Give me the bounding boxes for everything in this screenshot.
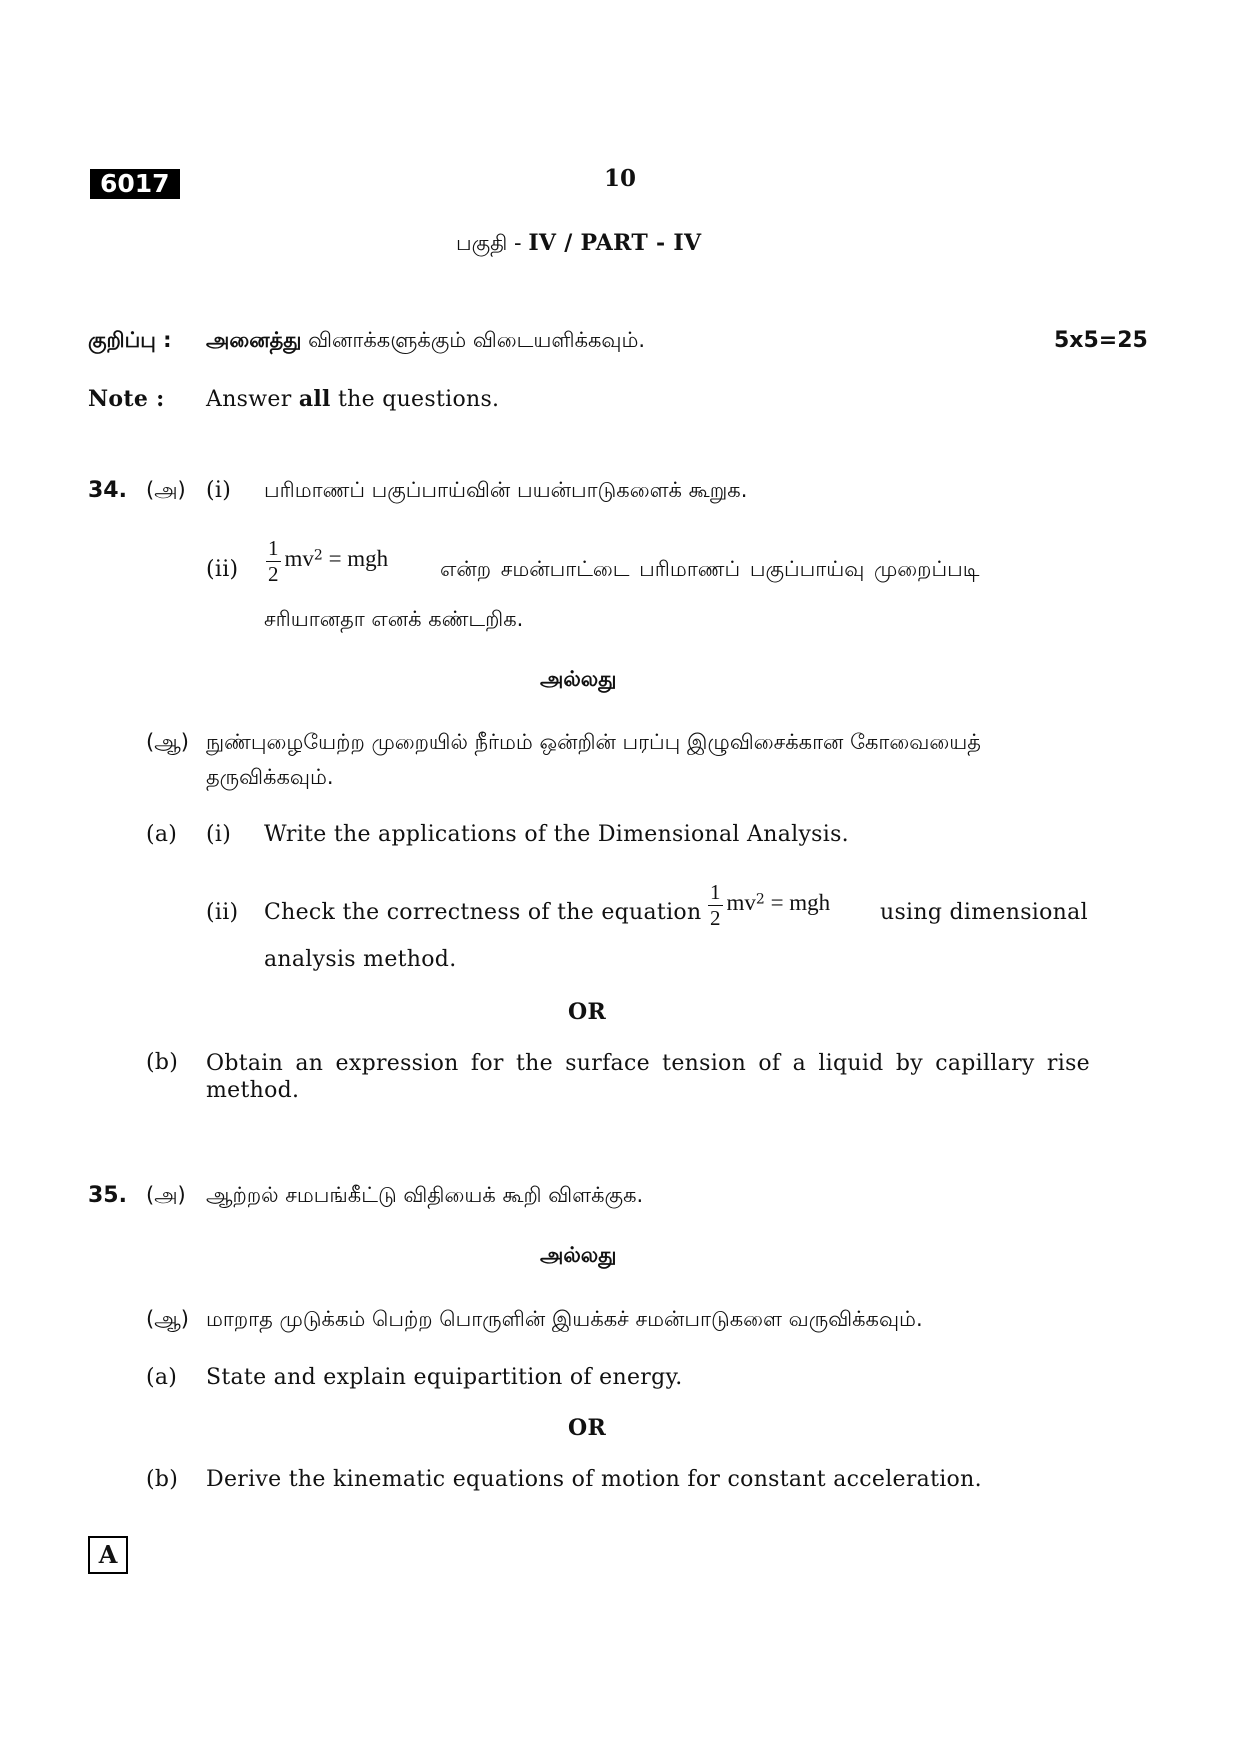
- equation-fraction: [708, 882, 723, 929]
- equation-exponent: 2: [313, 547, 323, 564]
- q34-ta-i-label: (i): [206, 478, 232, 503]
- q35-or-tamil: அல்லது: [540, 1243, 617, 1267]
- q35-ta-aa-label: (ஆ): [146, 1307, 189, 1331]
- q34-en-i-text: Write the applications of the Dimensional Analysis.: [264, 822, 849, 847]
- fraction-numerator: 1: [710, 880, 721, 904]
- q34-or-english: OR: [568, 999, 607, 1025]
- q35-ta-aa-text: மாறாத முடுக்கம் பெற்ற பொருளின் இயக்கச் சமன்பாடுகளை வருவிக்கவும்.: [206, 1307, 923, 1331]
- q34-ta-ii-text-line2: சரியானதா எனக் கண்டறிக.: [264, 607, 524, 631]
- q34-ta-aa-label: (ஆ): [146, 730, 189, 754]
- q34-en-b-text: Obtain an expression for the surface tension of a liquid by capillary rise method.: [206, 1051, 1090, 1103]
- q34-en-ii-text-post: using dimensional: [880, 900, 1088, 925]
- question-number-35: 35.: [88, 1183, 127, 1208]
- q34-or-tamil: அல்லது: [540, 667, 617, 691]
- q34-en-equation: [708, 882, 830, 929]
- q35-en-b-text: Derive the kinematic equations of motion for constant acceleration.: [206, 1467, 982, 1492]
- part-title: [456, 230, 701, 258]
- q34-en-a-label: (a): [146, 822, 178, 847]
- page-number: 10: [604, 165, 637, 192]
- marks-allocation: 5x5=25: [1054, 328, 1148, 353]
- fraction-denominator: 2: [710, 906, 721, 930]
- q35-en-b-label: (b): [146, 1467, 179, 1492]
- q35-en-a-text: State and explain equipartition of energy.: [206, 1365, 683, 1390]
- note-text-tamil-bold: அனைத்து: [206, 328, 302, 352]
- equation-mv: mv: [726, 890, 756, 915]
- q34-ta-aa-text-line2: தருவிக்கவும்.: [206, 765, 334, 789]
- q34-ta-i-text: பரிமாணப் பகுப்பாய்வின் பயன்பாடுகளைக் கூறுக.: [264, 478, 748, 502]
- q34-ta-a-label: (அ): [146, 478, 186, 502]
- q34-en-ii-text-pre: Check the correctness of the equation: [264, 900, 702, 925]
- q34-ta-ii-label: (ii): [206, 557, 239, 582]
- equation-mv: mv: [284, 546, 314, 571]
- q34-en-ii-text-line2: analysis method.: [264, 947, 457, 972]
- note-text-english: [206, 386, 499, 412]
- fraction-denominator: 2: [268, 562, 279, 586]
- note-text-tamil-rest: வினாக்களுக்கும் விடையளிக்கவும்.: [301, 328, 646, 352]
- equation-exponent: 2: [755, 891, 765, 908]
- q34-ta-aa-text-line1: நுண்புழையேற்ற முறையில் நீர்மம் ஒன்றின் பரப்பு இழுவிசைக்கான கோவையைத்: [206, 730, 981, 754]
- note-text-english-2: the questions.: [330, 387, 500, 412]
- q34-en-i-label: (i): [206, 822, 232, 847]
- q34-ta-ii-text-line1: என்ற சமன்பாட்டை பரிமாணப் பகுப்பாய்வு முறைப்படி: [440, 557, 980, 581]
- note-text-tamil: [206, 328, 645, 355]
- q35-or-english: OR: [568, 1415, 607, 1441]
- question-number-34: 34.: [88, 478, 127, 503]
- note-label-english: Note :: [88, 386, 165, 412]
- q35-ta-a-text: ஆற்றல் சமபங்கீட்டு விதியைக் கூறி விளக்குக.: [206, 1183, 644, 1207]
- equation-rhs: = mgh: [322, 546, 389, 571]
- paper-code-badge: 6017: [90, 169, 180, 199]
- note-text-english-1: Answer: [206, 387, 299, 412]
- note-label-tamil: குறிப்பு :: [88, 328, 172, 352]
- part-title-tamil: பகுதி -: [456, 231, 529, 255]
- fraction-numerator: 1: [268, 536, 279, 560]
- version-letter-box: A: [88, 1536, 128, 1574]
- equation-rhs: = mgh: [764, 890, 831, 915]
- q35-ta-a-label: (அ): [146, 1183, 186, 1207]
- part-title-english: IV / PART - IV: [528, 230, 702, 256]
- q34-ta-equation: [266, 538, 388, 585]
- equation-fraction: [266, 538, 281, 585]
- q35-en-a-label: (a): [146, 1365, 178, 1390]
- q34-en-b-label: (b): [146, 1050, 179, 1075]
- note-text-english-bold: all: [298, 386, 331, 412]
- q34-en-ii-label: (ii): [206, 900, 239, 925]
